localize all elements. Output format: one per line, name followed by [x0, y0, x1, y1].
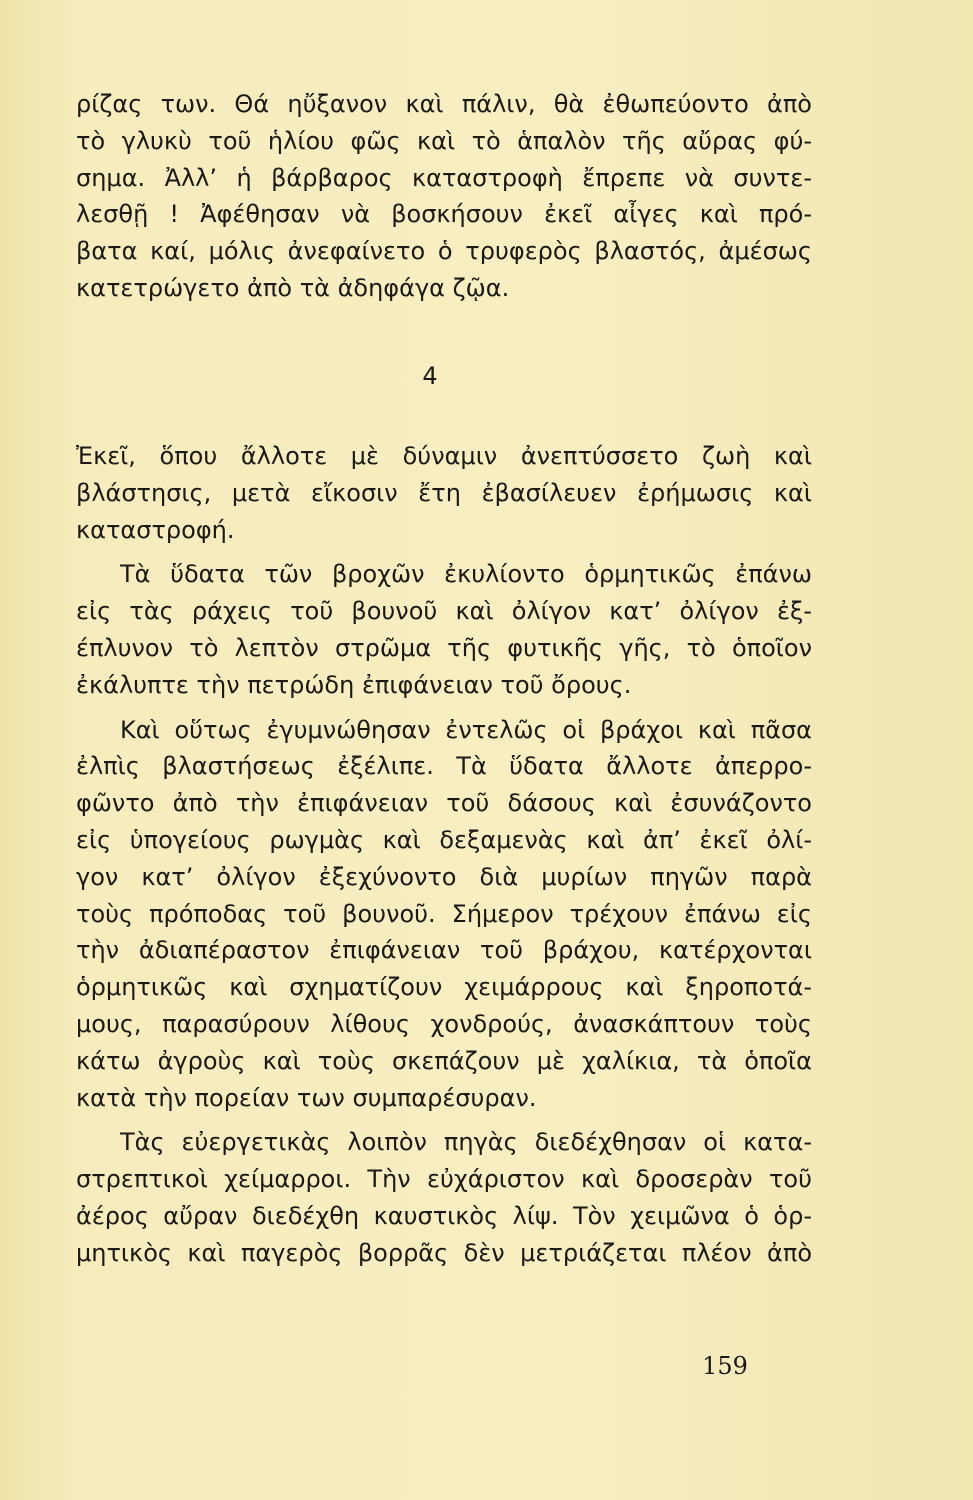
text-line: εἰς τὰς ράχεις τοῦ βουνοῦ καὶ ὀλίγον κατ’ ὀλίγον ἐξ- — [76, 597, 812, 626]
text-line: ἀέρος αὔραν διεδέχθη καυστικὸς λίψ. Τὸν χειμῶνα ὁ ὁρ- — [76, 1201, 812, 1230]
text-line: ἐκάλυπτε τὴν πετρώδη ἐπιφάνειαν τοῦ ὄρους. — [76, 670, 632, 699]
text-line: τὸ γλυκὺ τοῦ ἡλίου φῶς καὶ τὸ ἁπαλὸν τῆς αὔρας φύ- — [76, 126, 812, 155]
top-paragraph — [76, 86, 812, 307]
body-text — [76, 438, 812, 1272]
text-line: Τὰ ὕδατα τῶν βροχῶν ἐκυλίοντο ὁρμητικῶς ἐπάνω — [120, 560, 812, 589]
text-line: βλάστησις, μετὰ εἴκοσιν ἔτη ἐβασίλευεν ἐρήμωσις καὶ — [76, 478, 812, 507]
text-line: Καὶ οὕτως ἐγυμνώθησαν ἐντελῶς οἱ βράχοι καὶ πᾶσα — [120, 715, 812, 744]
text-line: τὴν ἀδιαπέραστον ἐπιφάνειαν τοῦ βράχου, κατέρχονται — [76, 936, 812, 965]
text-line: κατετρώγετο ἀπὸ τὰ ἀδηφάγα ζῷα. — [76, 273, 510, 302]
text-line: έπλυνον τὸ λεπτὸν στρῶμα τῆς φυτικῆς γῆς, τὸ ὁποῖον — [76, 633, 812, 662]
paragraph — [76, 556, 812, 703]
text-line: στρεπτικοὶ χείμαρροι. Τὴν εὐχάριστον καὶ δροσερὰν τοῦ — [76, 1165, 812, 1194]
text-line: σημα. Ἀλλ’ ἡ βάρβαρος καταστροφὴ ἔπρεπε νὰ συντε- — [76, 163, 812, 192]
text-line: εἰς ὑπογείους ρωγμὰς καὶ δεξαμενὰς καὶ ἀπ’ ἐκεῖ ὀλί- — [76, 825, 812, 854]
text-line: γον κατ’ ὀλίγον ἐξεχύνοντο διὰ μυρίων πηγῶν παρὰ — [76, 862, 812, 891]
text-line: βατα καί, μόλις ἀνεφαίνετο ὁ τρυφερὸς βλαστός, ἀμέσως — [76, 237, 812, 266]
paragraph — [76, 712, 812, 1117]
text-line: τοὺς πρόποδας τοῦ βουνοῦ. Σήμερον τρέχουν ἐπάνω εἰς — [76, 899, 812, 928]
page-number: 159 — [702, 1352, 748, 1380]
text-line: μητικὸς καὶ παγερὸς βορρᾶς δὲν μετριάζεται πλέον ἀπὸ — [76, 1238, 812, 1267]
text-line: καταστροφή. — [76, 515, 235, 544]
paragraph — [76, 438, 812, 548]
text-line: κατὰ τὴν πορείαν των συμπαρέσυραν. — [76, 1083, 537, 1112]
text-line: λεσθῇ ! Ἀφέθησαν νὰ βοσκήσουν ἐκεῖ αἶγες καὶ πρό- — [76, 200, 812, 229]
text-line: Ἐκεῖ, ὅπου ἄλλοτε μὲ δύναμιν ἀνεπτύσσετο ζωὴ καὶ — [76, 442, 812, 470]
text-line: Τὰς εὐεργετικὰς λοιπὸν πηγὰς διεδέχθησαν οἱ κατα- — [120, 1128, 812, 1157]
text-line: κάτω ἀγροὺς καὶ τοὺς σκεπάζουν μὲ χαλίκια, τὰ ὁποῖα — [76, 1046, 812, 1075]
text-line: ἐλπὶς βλαστήσεως ἐξέλιπε. Τὰ ὕδατα ἄλλοτε ἀπερρο- — [76, 752, 812, 781]
text-line: φῶντο ἀπὸ τὴν ἐπιφάνειαν τοῦ δάσους καὶ ἐσυνάζοντο — [76, 789, 812, 818]
text-line: ὁρμητικῶς καὶ σχηματίζουν χειμάρρους καὶ ξηροποτά- — [76, 973, 812, 1002]
section-number: 4 — [422, 362, 438, 390]
text-line: ρίζας των. Θά ηὔξανον καὶ πάλιν, θὰ ἐθωπεύοντο ἀπὸ — [76, 90, 812, 118]
text-line: μους, παρασύρουν λίθους χονδρούς, ἀνασκάπτουν τοὺς — [76, 1009, 812, 1038]
paragraph — [76, 1124, 812, 1271]
